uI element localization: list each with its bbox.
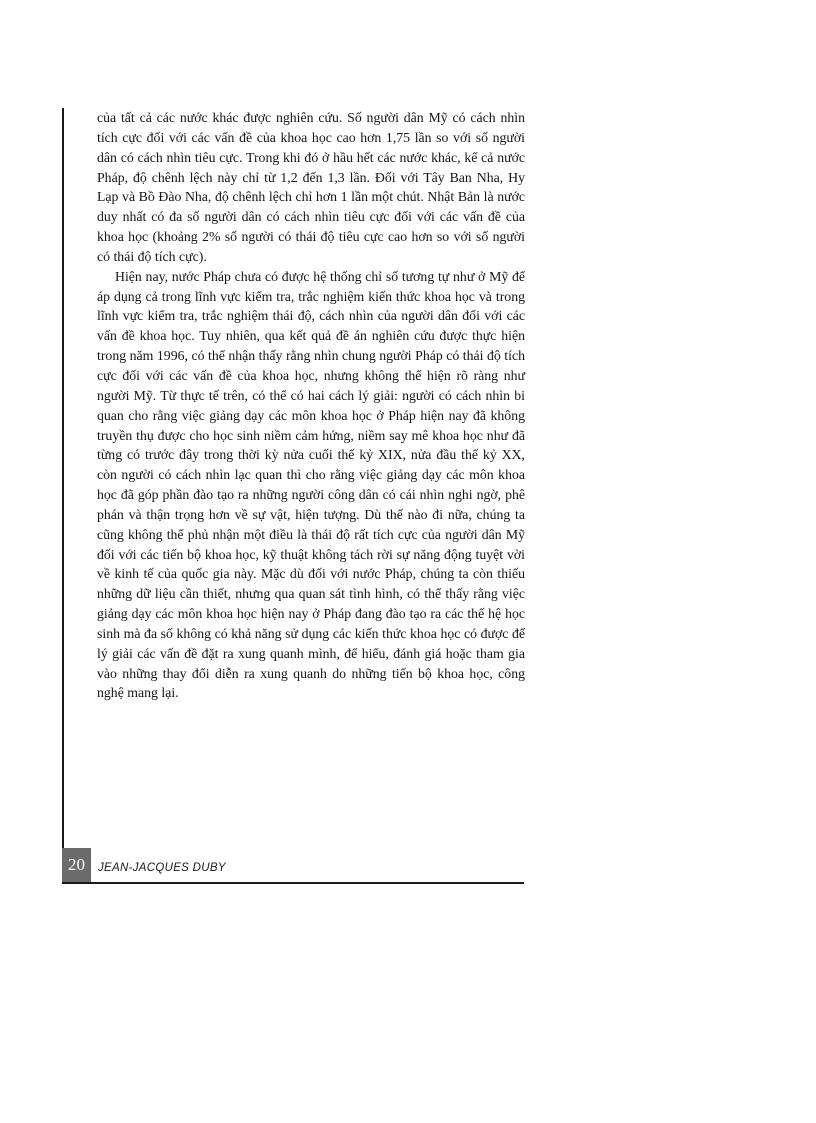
- paragraph: Hiện nay, nước Pháp chưa có được hệ thống chỉ số tương tự như ở Mỹ để áp dụng cả trong lĩnh vực kiểm tra, trắc nghiệm kiến thức khoa học và trong lĩnh vực kiểm tra, trắc nghiệm thái độ, cách nhìn của người dân đối với các vấn đề khoa học. Tuy nhiên, qua kết quả đề án nghiên cứu được thực hiện trong năm 1996, có thể nhận thấy rằng nhìn chung người Pháp có thái độ tích cực đối với các vấn đề của khoa học, nhưng không thể hiện rõ ràng như người Mỹ. Từ thực tế trên, có thể có hai cách lý giải: người có cách nhìn bi quan cho rằng việc giảng dạy các môn khoa học ở Pháp hiện nay đã không truyền thụ được cho học sinh niềm cảm hứng, niềm say mê khoa học như đã từng có trước đây trong thời kỳ nửa cuối thế kỷ XIX, nửa đầu thế kỷ XX, còn người có cách nhìn lạc quan thì cho rằng việc giảng dạy các môn khoa học đã góp phần đào tạo ra những người công dân có cái nhìn nghi ngờ, phê phán và thận trọng hơn về sự vật, hiện tượng. Dù thế nào đi nữa, chúng ta cũng không thể phủ nhận một điều là thái độ rất tích cực của người dân Mỹ đối với các tiến bộ khoa học, kỹ thuật không tách rời sự năng động tuyệt vời về kinh tế của quốc gia này. Mặc dù đối với nước Pháp, chúng ta còn thiếu những dữ liệu cần thiết, nhưng qua quan sát tình hình, có thể thấy rằng việc giảng dạy các môn khoa học hiện nay ở Pháp đang đào tạo ra các thế hệ học sinh mà đa số không có khả năng sử dụng các kiến thức khoa học có được để lý giải các vấn đề đặt ra xung quanh mình, để hiểu, đánh giá hoặc tham gia vào những thay đổi diễn ra xung quanh do những tiến bộ khoa học, công nghệ mang lại.: [97, 268, 525, 701]
- footer-rule: [62, 882, 524, 884]
- body-text: [97, 108, 525, 703]
- left-margin-rule: [62, 108, 64, 883]
- page-number: 20: [62, 848, 91, 882]
- paragraph-continuation: của tất cả các nước khác được nghiên cứu. Số người dân Mỹ có cách nhìn tích cực đối với các vấn đề của khoa học cao hơn 1,75 lần so với số người dân có cách nhìn tiêu cực. Trong khi đó ở hầu hết các nước khác, kể cả nước Pháp, độ chênh lệch này chỉ từ 1,2 đến 1,3 lần. Đối với Tây Ban Nha, Hy Lạp và Bồ Đào Nha, độ chênh lệch chỉ hơn 1 lần một chút. Nhật Bản là nước duy nhất có đa số người dân có cách nhìn tiêu cực đối với các vấn đề của khoa học (khoảng 2% số người có thái độ tiêu cực cao hơn so với số người có thái độ tích cực).: [97, 110, 525, 264]
- running-footer-author: JEAN-JACQUES DUBY: [98, 862, 226, 874]
